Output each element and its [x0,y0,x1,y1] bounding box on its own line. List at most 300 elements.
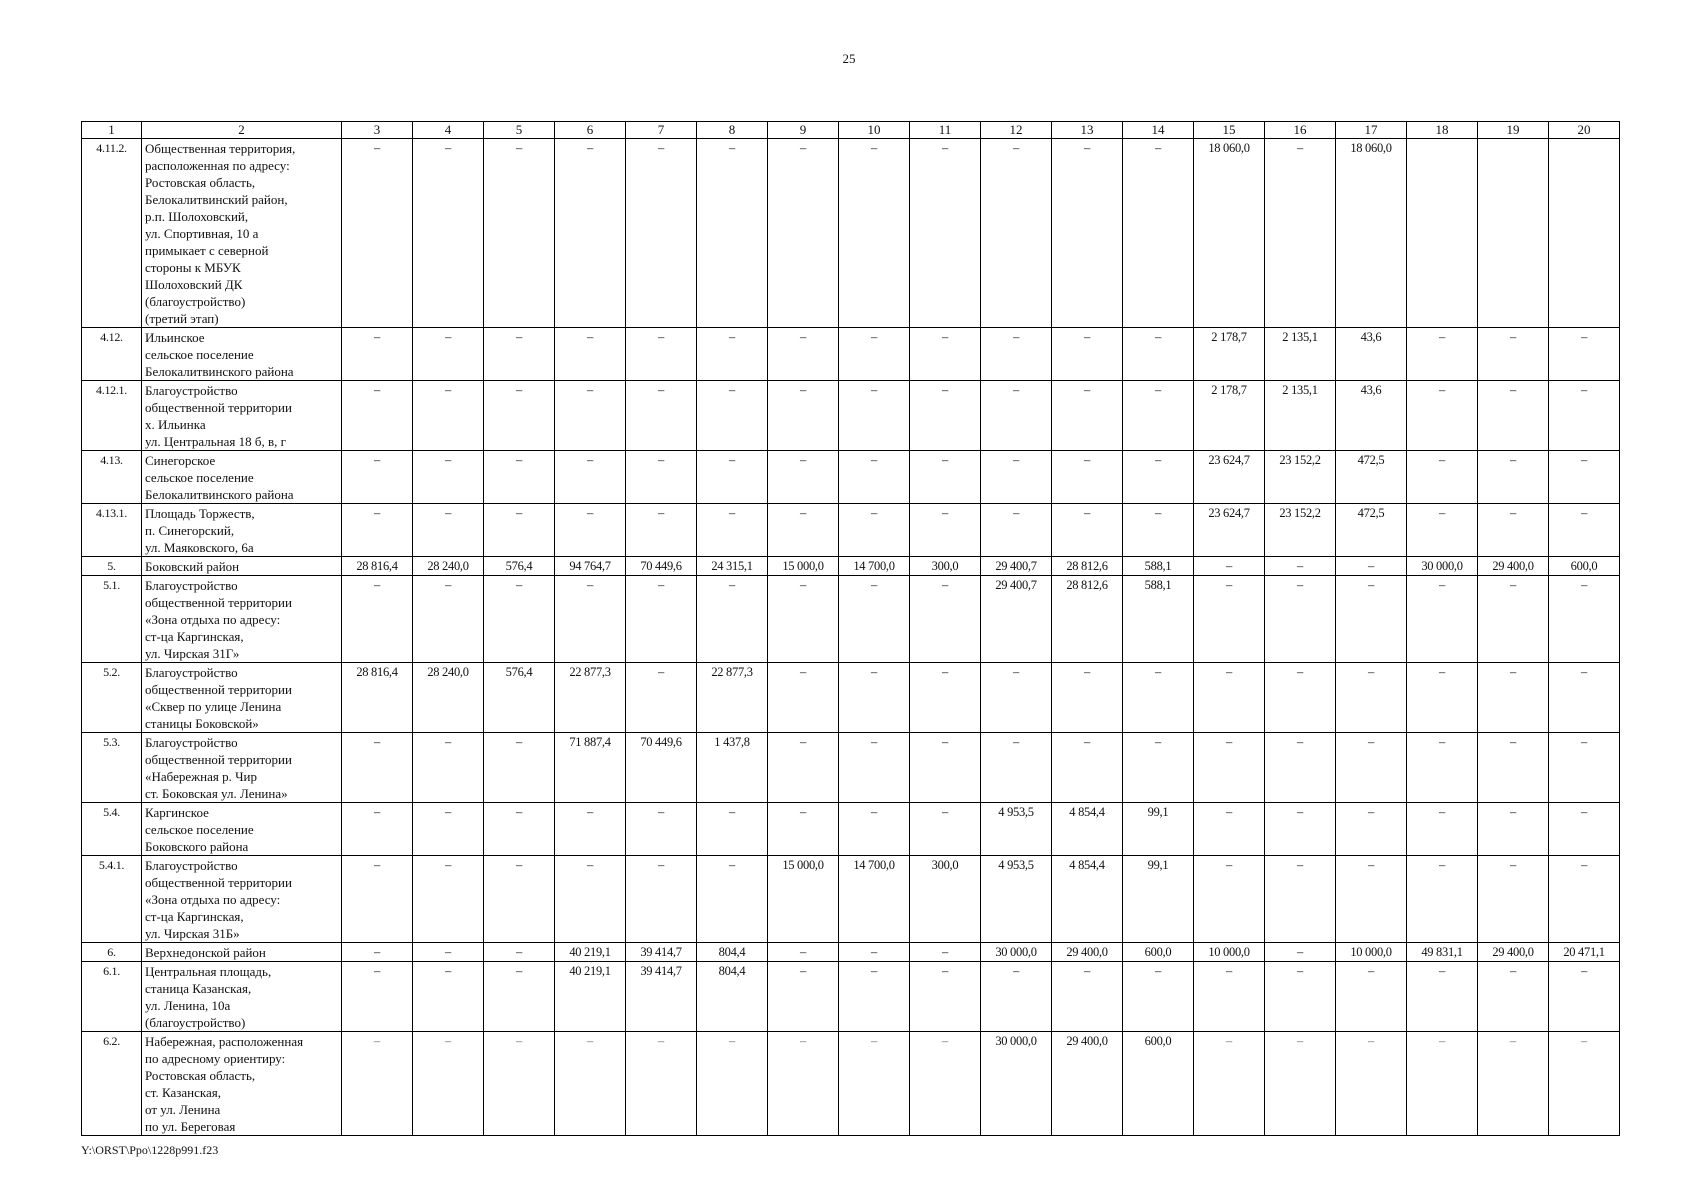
row-name-line: Боковский район [145,559,240,574]
row-name-line: «Набережная р. Чир [145,769,257,784]
row-name-line: Благоустройство [145,858,238,873]
value-cell: – [1194,663,1265,733]
row-name-line: ул. Чирская 31Г» [145,646,240,661]
value-cell: – [839,139,910,328]
value-cell: – [413,733,484,803]
value-cell: 23 624,7 [1194,451,1265,504]
value-cell: – [910,576,981,663]
value-cell: – [1478,504,1549,557]
value-cell: 15 000,0 [768,856,839,943]
row-name-line: станицы Боковской» [145,716,259,731]
value-cell: 4 953,5 [981,803,1052,856]
row-name-line: «Зона отдыха по адресу: [145,892,281,907]
row-name-line: общественной территории [145,595,292,610]
value-cell: – [484,576,555,663]
row-number: 4.11.2. [82,139,142,328]
row-number: 5. [82,557,142,576]
row-name-line: Верхнедонской район [145,945,266,960]
table-row [82,328,1620,381]
value-cell: – [1052,733,1123,803]
value-cell: – [342,803,413,856]
value-cell: – [768,663,839,733]
column-number-header: 4 [413,122,484,139]
value-cell: – [1194,856,1265,943]
row-number: 5.4.1. [82,856,142,943]
row-number: 4.12.1. [82,381,142,451]
table-row [82,856,1620,943]
row-name-line: от ул. Ленина [145,1102,221,1117]
column-number-header: 19 [1478,122,1549,139]
value-cell: – [555,1032,626,1136]
value-cell: – [1123,962,1194,1032]
value-cell: – [342,733,413,803]
value-cell: – [697,856,768,943]
row-name-line: ул. Маяковского, 6а [145,540,254,555]
row-name-line: Благоустройство [145,578,238,593]
value-cell: – [1478,803,1549,856]
value-cell: – [342,328,413,381]
value-cell: – [768,504,839,557]
row-name-line: по ул. Береговая [145,1119,236,1134]
column-number-header: 10 [839,122,910,139]
value-cell: – [839,803,910,856]
value-cell: – [1336,856,1407,943]
row-name-line: Белокалитвинского района [145,364,294,379]
column-number-header: 17 [1336,122,1407,139]
value-cell: – [1407,576,1478,663]
value-cell: 99,1 [1123,803,1194,856]
row-name-line: Шолоховский ДК [145,277,243,292]
row-number: 6.1. [82,962,142,1032]
value-cell: – [626,803,697,856]
column-number-header: 8 [697,122,768,139]
value-cell: – [768,962,839,1032]
value-cell: – [1549,451,1620,504]
row-number: 4.12. [82,328,142,381]
value-cell: – [697,576,768,663]
value-cell: – [484,733,555,803]
value-cell: – [768,451,839,504]
value-cell: 600,0 [1549,557,1620,576]
value-cell: – [1407,962,1478,1032]
row-name-line: Ильинское [145,330,205,345]
row-name-line: общественной территории [145,752,292,767]
row-name [142,139,342,328]
value-cell: 4 854,4 [1052,803,1123,856]
row-name-line: «Сквер по улице Ленина [145,699,282,714]
value-cell: – [768,139,839,328]
value-cell: – [1407,733,1478,803]
value-cell: 14 700,0 [839,856,910,943]
value-cell: – [1478,381,1549,451]
value-cell: – [1407,451,1478,504]
value-cell: – [981,381,1052,451]
value-cell: – [910,328,981,381]
value-cell: – [342,962,413,1032]
value-cell: 300,0 [910,856,981,943]
value-cell: 23 624,7 [1194,504,1265,557]
row-number: 4.13. [82,451,142,504]
value-cell: – [1123,733,1194,803]
value-cell: – [1265,803,1336,856]
value-cell: – [910,962,981,1032]
value-cell: 22 877,3 [555,663,626,733]
row-name [142,943,342,962]
value-cell: – [768,381,839,451]
value-cell: – [1194,962,1265,1032]
value-cell: – [1123,451,1194,504]
row-name-line: ул. Ленина, 10а [145,998,231,1013]
value-cell: 10 000,0 [1336,943,1407,962]
value-cell: – [1549,663,1620,733]
row-name-line: ул. Спортивная, 10 а [145,226,259,241]
value-cell: – [1265,943,1336,962]
value-cell: 4 953,5 [981,856,1052,943]
value-cell: – [342,139,413,328]
value-cell: – [1265,139,1336,328]
value-cell: – [839,576,910,663]
table-row [82,451,1620,504]
value-cell: – [1336,1032,1407,1136]
value-cell: – [1052,381,1123,451]
value-cell: – [626,504,697,557]
budget-table [81,121,1620,1136]
value-cell: 30 000,0 [1407,557,1478,576]
value-cell: 23 152,2 [1265,451,1336,504]
row-name-line: Ростовская область, [145,1068,256,1083]
value-cell: 40 219,1 [555,943,626,962]
value-cell: – [484,328,555,381]
value-cell: – [1052,504,1123,557]
value-cell: – [1052,962,1123,1032]
value-cell: – [555,504,626,557]
row-name-line: ст. Казанская, [145,1085,221,1100]
value-cell: 18 060,0 [1194,139,1265,328]
value-cell: 94 764,7 [555,557,626,576]
value-cell: – [981,663,1052,733]
column-number-header: 13 [1052,122,1123,139]
row-number: 6. [82,943,142,962]
value-cell: – [839,328,910,381]
value-cell: 28 240,0 [413,557,484,576]
row-number: 4.13.1. [82,504,142,557]
row-name-line: станица Казанская, [145,981,252,996]
table-row [82,733,1620,803]
page-number: 25 [842,51,856,66]
value-cell: – [697,803,768,856]
value-cell: 18 060,0 [1336,139,1407,328]
table-row [82,504,1620,557]
table-row [82,576,1620,663]
value-cell: – [697,504,768,557]
table-row [82,962,1620,1032]
row-name-line: Боковского района [145,839,249,854]
value-cell: 39 414,7 [626,943,697,962]
row-name [142,1032,342,1136]
value-cell: – [839,451,910,504]
value-cell: 49 831,1 [1407,943,1478,962]
column-number-header: 7 [626,122,697,139]
row-name-line: Белокалитвинский район, [145,192,288,207]
table-row [82,1032,1620,1136]
value-cell: 10 000,0 [1194,943,1265,962]
value-cell: – [484,381,555,451]
value-cell: 576,4 [484,663,555,733]
value-cell: – [1549,856,1620,943]
value-cell: 99,1 [1123,856,1194,943]
value-cell: – [555,328,626,381]
value-cell: – [555,803,626,856]
column-number-header: 9 [768,122,839,139]
row-name [142,803,342,856]
row-name-line: общественной территории [145,875,292,890]
value-cell: 2 135,1 [1265,328,1336,381]
column-number-header: 1 [82,122,142,139]
value-cell: – [626,451,697,504]
column-number-header: 11 [910,122,981,139]
row-name-line: Центральная площадь, [145,964,272,979]
row-name-line: Благоустройство [145,383,238,398]
value-cell: 23 152,2 [1265,504,1336,557]
table-row [82,943,1620,962]
value-cell: – [1336,576,1407,663]
column-number-header: 3 [342,122,413,139]
value-cell: – [981,139,1052,328]
row-name [142,381,342,451]
value-cell: 15 000,0 [768,557,839,576]
value-cell: – [626,139,697,328]
value-cell: – [1336,557,1407,576]
value-cell: – [413,576,484,663]
value-cell: – [981,328,1052,381]
value-cell: – [342,381,413,451]
value-cell [1407,139,1478,328]
row-name-line: Площадь Торжеств, [145,506,255,521]
value-cell: – [910,663,981,733]
value-cell: – [413,139,484,328]
value-cell: 14 700,0 [839,557,910,576]
value-cell: – [1194,1032,1265,1136]
value-cell: – [697,328,768,381]
value-cell: 29 400,0 [1052,943,1123,962]
value-cell: – [1478,856,1549,943]
value-cell: – [839,504,910,557]
value-cell: – [342,576,413,663]
value-cell: – [910,1032,981,1136]
value-cell: – [484,962,555,1032]
row-name-line: Белокалитвинского района [145,487,294,502]
value-cell: 30 000,0 [981,943,1052,962]
row-name [142,557,342,576]
value-cell: 804,4 [697,943,768,962]
value-cell: – [981,504,1052,557]
value-cell: – [1407,856,1478,943]
row-name-line: общественной территории [145,400,292,415]
value-cell: – [1123,381,1194,451]
value-cell: – [1052,139,1123,328]
value-cell: – [1478,962,1549,1032]
row-name-line: «Зона отдыха по адресу: [145,612,281,627]
value-cell: 588,1 [1123,557,1194,576]
value-cell: – [413,943,484,962]
value-cell: – [910,504,981,557]
value-cell: – [1265,663,1336,733]
value-cell: – [697,1032,768,1136]
value-cell: – [555,381,626,451]
value-cell: – [1407,504,1478,557]
value-cell [1549,139,1620,328]
value-cell: – [626,1032,697,1136]
table-row [82,139,1620,328]
row-name-line: сельское поселение [145,347,254,362]
value-cell: 71 887,4 [555,733,626,803]
row-name-line: сельское поселение [145,470,254,485]
value-cell: – [413,381,484,451]
value-cell: – [342,451,413,504]
value-cell: – [1194,557,1265,576]
row-name-line: х. Ильинка [145,417,206,432]
value-cell: – [484,451,555,504]
value-cell: – [910,803,981,856]
value-cell: – [981,962,1052,1032]
column-number-header: 14 [1123,122,1194,139]
value-cell: – [1478,663,1549,733]
row-name [142,663,342,733]
row-name [142,451,342,504]
row-name [142,856,342,943]
row-name-line: Благоустройство [145,665,238,680]
column-number-header: 18 [1407,122,1478,139]
value-cell: 588,1 [1123,576,1194,663]
value-cell: 24 315,1 [697,557,768,576]
value-cell: – [1265,1032,1336,1136]
row-name-line: общественной территории [145,682,292,697]
value-cell: – [626,328,697,381]
row-name-line: р.п. Шолоховский, [145,209,249,224]
row-number: 5.1. [82,576,142,663]
row-name [142,962,342,1032]
row-number: 6.2. [82,1032,142,1136]
row-name-line: Синегорское [145,453,216,468]
value-cell: 600,0 [1123,1032,1194,1136]
value-cell: – [342,504,413,557]
row-name [142,328,342,381]
value-cell: – [1052,663,1123,733]
value-cell: – [1194,576,1265,663]
value-cell: 4 854,4 [1052,856,1123,943]
table-row [82,557,1620,576]
row-name-line: ст-ца Каргинская, [145,909,244,924]
value-cell: – [1194,803,1265,856]
value-cell: 472,5 [1336,504,1407,557]
value-cell: – [910,733,981,803]
value-cell: 28 816,4 [342,663,413,733]
value-cell: – [1123,504,1194,557]
table-row [82,663,1620,733]
value-cell: – [1407,381,1478,451]
row-number: 5.2. [82,663,142,733]
value-cell: – [484,139,555,328]
value-cell: – [1336,962,1407,1032]
value-cell: – [1478,328,1549,381]
value-cell: 472,5 [1336,451,1407,504]
value-cell: – [342,856,413,943]
value-cell: 28 812,6 [1052,557,1123,576]
value-cell: – [413,328,484,381]
row-name-line: сельское поселение [145,822,254,837]
row-name-line: ул. Чирская 31Б» [145,926,240,941]
table-row [82,803,1620,856]
value-cell: – [626,576,697,663]
value-cell: – [1265,557,1336,576]
value-cell: – [413,803,484,856]
value-cell: – [839,943,910,962]
value-cell: – [839,1032,910,1136]
value-cell: 43,6 [1336,328,1407,381]
row-name-line: (благоустройство) [145,1015,246,1030]
value-cell: – [413,504,484,557]
row-name-line: п. Синегорский, [145,523,235,538]
value-cell: – [1478,1032,1549,1136]
value-cell: – [768,803,839,856]
row-name-line: ул. Центральная 18 б, в, г [145,434,286,449]
value-cell: 28 816,4 [342,557,413,576]
value-cell: – [413,451,484,504]
row-name-line: (благоустройство) [145,294,246,309]
value-cell: – [910,943,981,962]
value-cell: – [839,381,910,451]
value-cell: – [1549,733,1620,803]
value-cell: 28 812,6 [1052,576,1123,663]
value-cell: – [555,856,626,943]
row-name-line: расположенная по адресу: [145,158,290,173]
row-name-line: примыкает с северной [145,243,269,258]
value-cell: – [626,381,697,451]
value-cell: – [1265,962,1336,1032]
value-cell: – [768,576,839,663]
row-name-line: Общественная территория, [145,141,296,156]
column-number-header: 16 [1265,122,1336,139]
value-cell: – [910,451,981,504]
value-cell: – [839,962,910,1032]
row-name-line: Набережная, расположенная [145,1034,304,1049]
row-number: 5.4. [82,803,142,856]
value-cell: 70 449,6 [626,733,697,803]
value-cell: – [626,663,697,733]
value-cell: – [1407,663,1478,733]
value-cell: – [342,1032,413,1136]
value-cell: – [697,451,768,504]
column-number-header: 2 [142,122,342,139]
value-cell: 576,4 [484,557,555,576]
value-cell: – [1123,663,1194,733]
value-cell: 40 219,1 [555,962,626,1032]
value-cell: – [697,381,768,451]
row-name [142,504,342,557]
value-cell: – [342,943,413,962]
value-cell: 600,0 [1123,943,1194,962]
value-cell: – [1123,139,1194,328]
value-cell: – [839,733,910,803]
value-cell: – [413,1032,484,1136]
value-cell: 28 240,0 [413,663,484,733]
value-cell: – [484,943,555,962]
column-number-header: 5 [484,122,555,139]
row-name-line: Благоустройство [145,735,238,750]
value-cell: 39 414,7 [626,962,697,1032]
value-cell: – [839,663,910,733]
value-cell: – [484,803,555,856]
